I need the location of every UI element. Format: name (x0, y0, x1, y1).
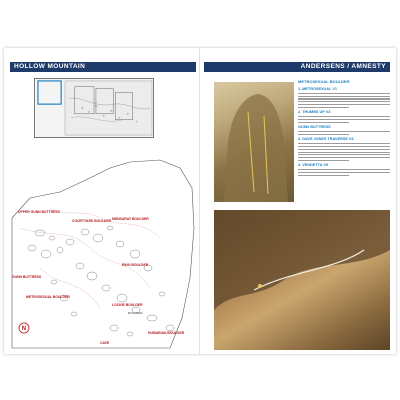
map-label-mensaray: MENSARAY BOULDER (112, 217, 149, 221)
map-label-gunn-buttress: GUNN BUTTRESS (12, 275, 42, 279)
map-label-lockie: LOCKIE BOULDER (112, 303, 143, 307)
text-line (298, 157, 390, 158)
text-line (298, 143, 390, 144)
text-line (298, 101, 390, 102)
north-label: N (21, 326, 27, 332)
map-label-metrosexual: METROSEXUAL BOULDER (26, 295, 70, 299)
locator-map (34, 78, 154, 138)
left-page (4, 48, 200, 354)
route-title: 3. DAVE JONES TRAVERSE V6 (298, 136, 354, 141)
cave-photo (214, 210, 390, 350)
route-description (298, 116, 390, 123)
text-line (298, 104, 390, 105)
text-line (298, 93, 390, 94)
guidebook-spread (4, 48, 396, 354)
map-label-courtyard: COURTYARD BOULDER (72, 219, 112, 223)
text-line (298, 169, 390, 170)
area-map (10, 158, 196, 350)
text-line (298, 160, 349, 161)
route-title: 4. VENDETTA V9 (298, 163, 328, 168)
route-title: 1. METROSEXUAL V1 (298, 86, 337, 91)
text-line (298, 152, 390, 153)
map-label-cave: CAVE (100, 341, 110, 345)
map-label-humarian: HUMARIAN BOULDER (148, 331, 185, 335)
text-line (298, 154, 390, 155)
route-description (298, 143, 390, 161)
route-description (298, 131, 390, 135)
text-line (298, 172, 390, 173)
map-label-ring: RING BOULDER (122, 263, 149, 267)
north-arrow-icon (19, 323, 29, 333)
text-line (298, 119, 390, 120)
route-title: 2. THUMBS UP V3 (298, 109, 331, 114)
text-line (298, 146, 390, 147)
text-line (298, 131, 390, 132)
text-line (298, 149, 390, 150)
text-line (298, 98, 390, 99)
route-description (298, 169, 390, 176)
text-line (298, 134, 349, 135)
map-label-boulder: BOULDER (128, 311, 143, 315)
text-line (298, 175, 349, 176)
boulder-photo (214, 82, 294, 202)
left-page-header: HOLLOW MOUNTAIN (10, 62, 196, 72)
route-description (298, 93, 390, 108)
text-line (298, 116, 390, 117)
right-page (200, 48, 396, 354)
text-line (298, 122, 349, 123)
route-descriptions (298, 80, 390, 178)
section-title: METROSEXUAL BOULDER (298, 79, 350, 84)
map-label-upper-gunn: UPPER GUNN BUTTRESS (18, 210, 60, 214)
right-page-header: ANDERSENS / AMNESTY (204, 62, 390, 72)
text-line (298, 96, 390, 97)
route-title: GUNN BUTTRESS (298, 124, 331, 129)
text-line (298, 107, 349, 108)
